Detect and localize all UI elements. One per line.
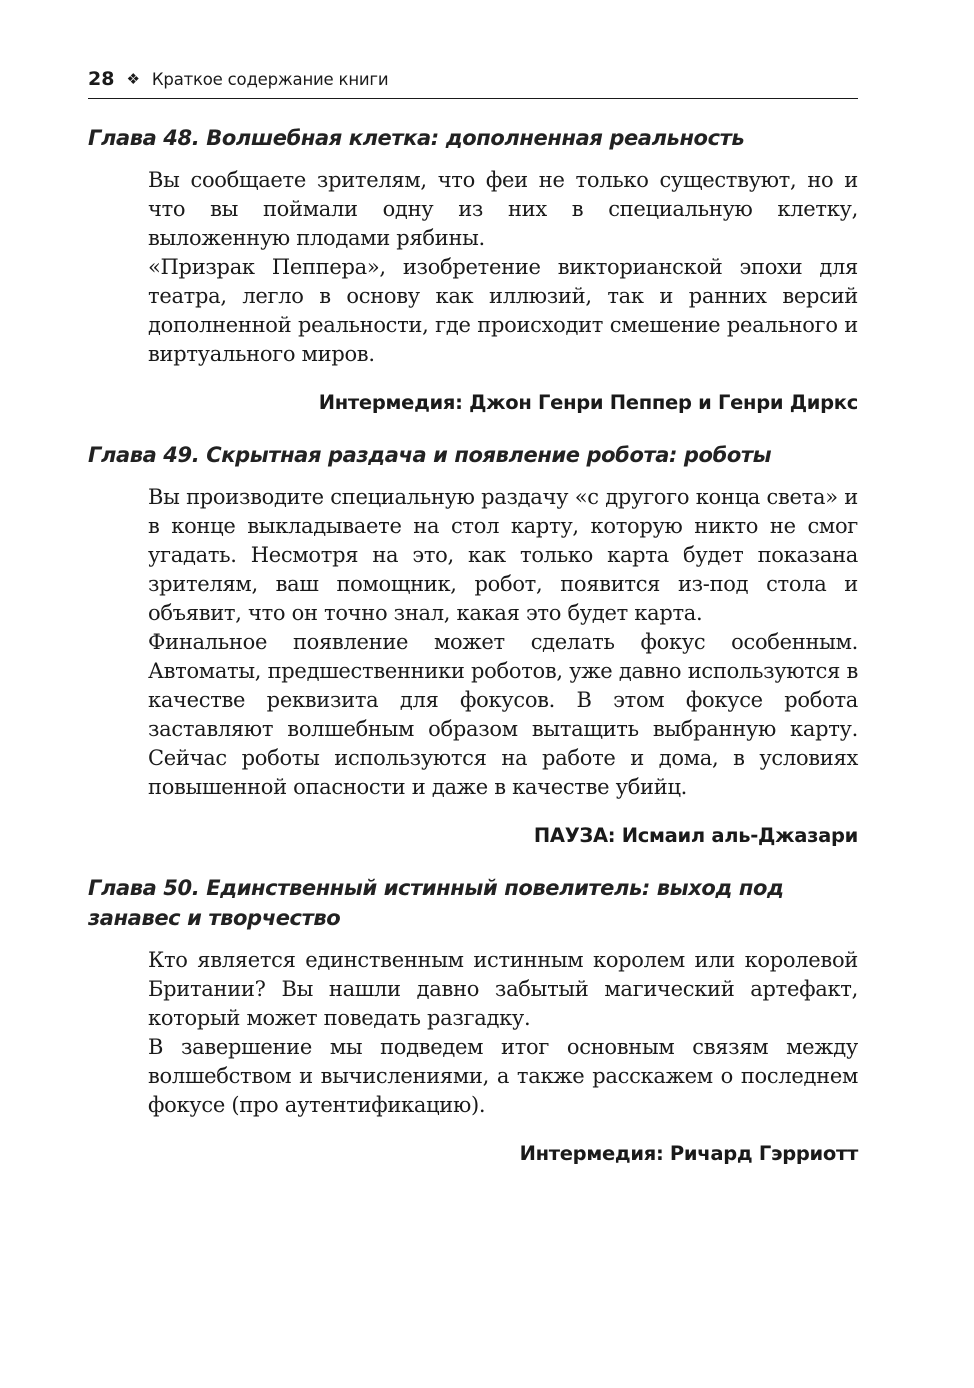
page-number: 28: [88, 68, 115, 90]
summary-paragraph: Кто является единственным истинным королем или королевой Британии? Вы нашли давно забытый магический артефакт, который может поведать разгадку.: [148, 948, 858, 1030]
chapter-summary: [148, 483, 858, 802]
summary-paragraph: Вы сообщаете зрителям, что феи не только существуют, но и что вы поймали одну из них в специальную клетку, выложенную плодами рябины.: [148, 168, 858, 250]
summary-paragraph: В завершение мы подведем итог основным связям между волшебством и вычислениями, а также расскажем о последнем фокусе (про аутентификацию).: [148, 1035, 858, 1117]
summary-paragraph: Вы производите специальную раздачу «с другого конца света» и в конце выкладываете на стол карту, которую никто не смог угадать. Несмотря на это, как только карта будет показана зрителям, ваш помощник, робот, появится из-под стола и объявит, что он точно знал, какая это будет карта.: [148, 485, 858, 625]
running-title: Краткое содержание книги: [151, 70, 389, 89]
running-header: [88, 68, 858, 99]
book-page: [88, 68, 858, 1168]
chapter-title: Глава 48. Волшебная клетка: дополненная реальность: [88, 126, 745, 150]
chapter-title: Глава 49. Скрытная раздача и появление робота: роботы: [88, 443, 772, 467]
ornament-icon: ❖: [126, 70, 140, 88]
chapter-title: Глава 50. Единственный истинный повелитель: выход под занавес и творчество: [88, 876, 784, 930]
interlude-title: Интермедия: Ричард Гэрриотт: [519, 1142, 858, 1165]
interlude-title: Интермедия: Джон Генри Пеппер и Генри Диркс: [318, 391, 858, 414]
summary-paragraph: Финальное появление может сделать фокус особенным. Автоматы, предшественники роботов, уже давно используются в качестве реквизита для фокусов. В этом фокусе робота заставляют волшебным образом вытащить выбранную карту. Сейчас роботы используются на работе и дома, в условиях повышенной опасности и даже в качестве убийц.: [148, 630, 858, 799]
chapter-summary: [148, 166, 858, 369]
interlude-title: ПАУЗА: Исмаил аль-Джазари: [533, 824, 858, 847]
chapter-summary: [148, 946, 858, 1120]
summary-paragraph: «Призрак Пеппера», изобретение викторианской эпохи для театра, легло в основу как иллюзий, так и ранних версий дополненной реальности, где происходит смешение реального и виртуального миров.: [148, 255, 858, 366]
